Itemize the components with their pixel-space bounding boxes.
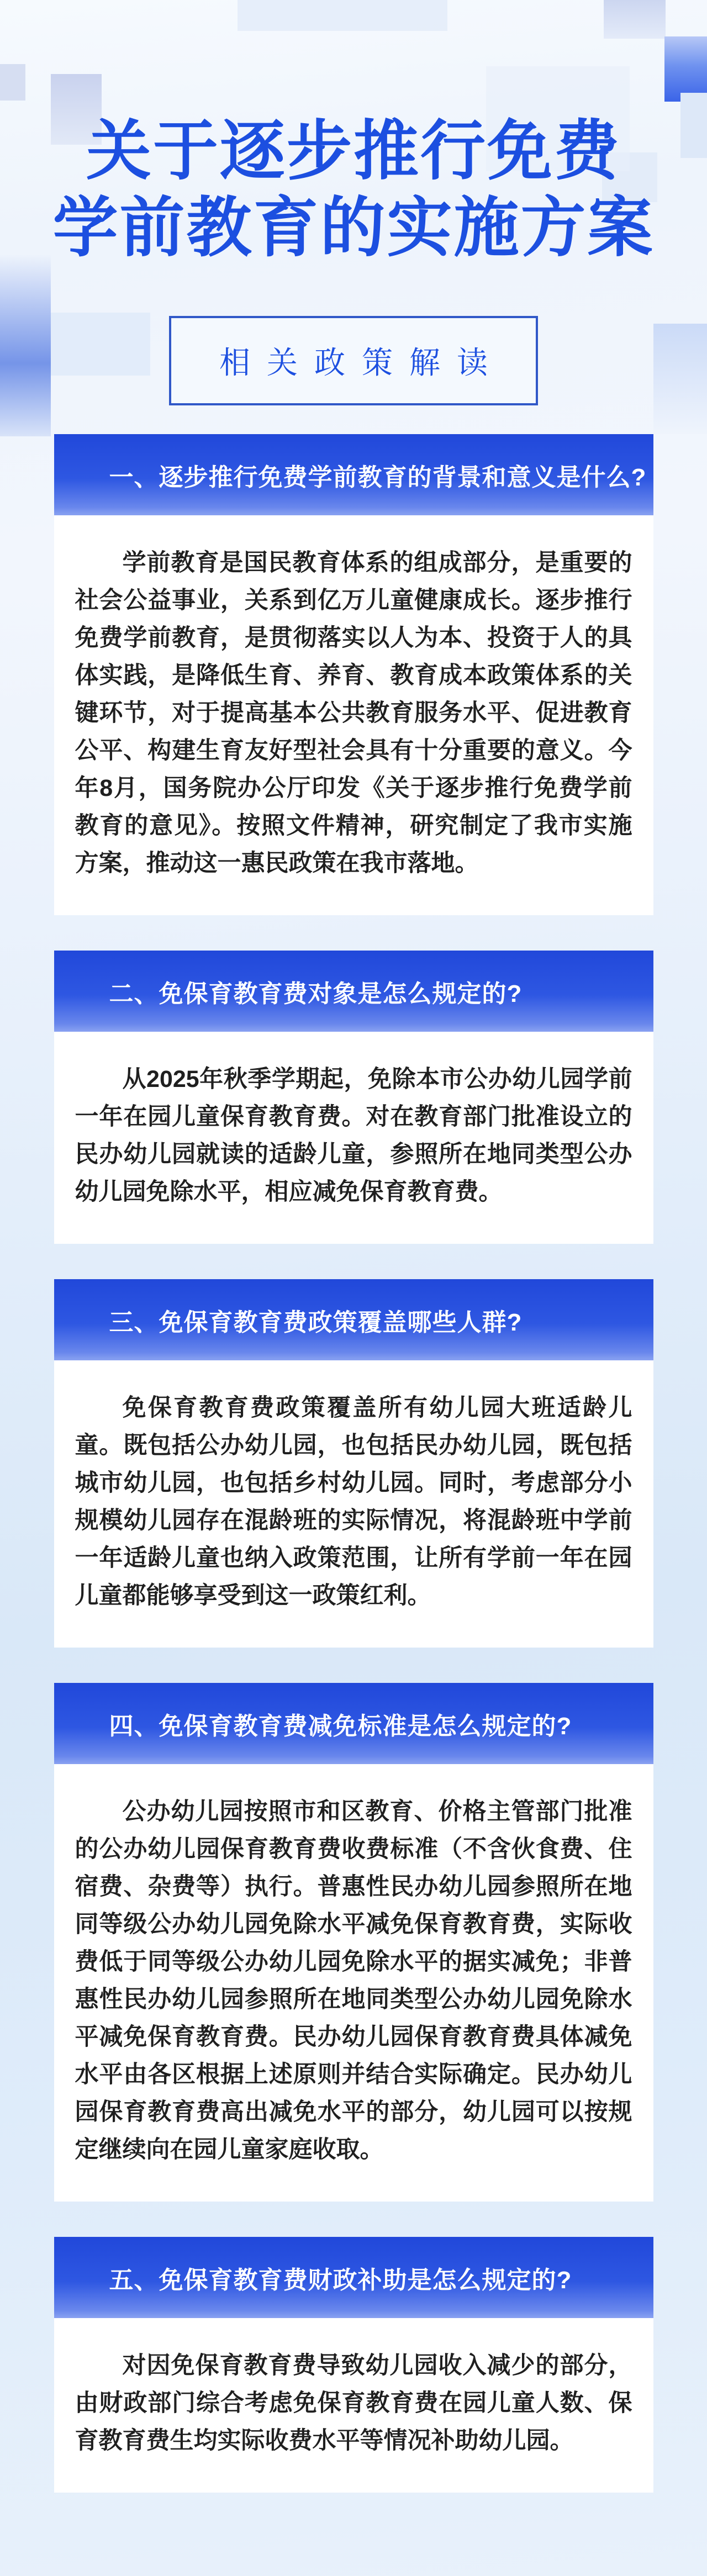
section-body-card (54, 2318, 653, 2493)
policy-section-4 (54, 1683, 653, 2202)
section-heading-bar (54, 2237, 653, 2318)
policy-section-3 (54, 1279, 653, 1648)
section-body-card (54, 515, 653, 915)
section-paragraph: 对因免保育教育费导致幼儿园收入减少的部分，由财政部门综合考虑免保育教育费在园儿童人数、保育教育费生均实际收费水平等情况补助幼儿园。 (75, 2352, 632, 2454)
section-heading: 一、逐步推行免费学前教育的背景和意义是什么? (109, 463, 647, 491)
section-body-card (54, 1764, 653, 2202)
section-heading: 五、免保育教育费财政补助是怎么规定的? (109, 2266, 572, 2294)
section-heading-bar (54, 1279, 653, 1360)
poster-title-line2: 学前教育的实施方案 (52, 192, 655, 265)
poster-title-line1: 关于逐步推行免费 (86, 115, 621, 188)
subtitle-badge (169, 316, 538, 405)
section-paragraph: 学前教育是国民教育体系的组成部分，是重要的社会公益事业，关系到亿万儿童健康成长。逐步推行免费学前教育，是贯彻落实以人为本、投资于人的具体实践，是降低生育、养育、教育成本政策体系的关键环节，对于提高基本公共教育服务水平、促进教育公平、构建生育友好型社会具有十分重要的意义。今年8月，国务院办公厅印发《关于逐步推行免费学前教育的意见》。按照文件精神，研究制定了我市实施方案，推动这一惠民政策在我市落地。 (75, 550, 632, 877)
section-paragraph: 公办幼儿园按照市和区教育、价格主管部门批准的公办幼儿园保育教育费收费标准（不含伙食费、住宿费、杂费等）执行。普惠性民办幼儿园参照所在地同等级公办幼儿园免除水平减免保育教育费，实际收费低于同等级公办幼儿园免除水平的据实减免；非普惠性民办幼儿园参照所在地同类型公办幼儿园免除水平减免保育教育费。民办幼儿园保育教育费具体减免水平由各区根据上述原则并结合实际确定。民办幼儿园保育教育费高出减免水平的部分，幼儿园可以按规定继续向在园儿童家庭收取。 (75, 1798, 632, 2163)
hero-header (0, 0, 707, 405)
section-body-card (54, 1360, 653, 1648)
poster-title (0, 113, 707, 267)
subtitle-badge-label: 相关政策解读 (219, 345, 504, 380)
section-heading-bar (54, 434, 653, 515)
section-body-card (54, 1032, 653, 1244)
section-heading: 四、免保育教育费减免标准是怎么规定的? (109, 1712, 572, 1740)
section-heading-bar (54, 951, 653, 1032)
section-paragraph: 从2025年秋季学期起，免除本市公办幼儿园学前一年在园儿童保育教育费。对在教育部门批准设立的民办幼儿园就读的适龄儿童，参照所在地同类型公办幼儿园免除水平，相应减免保育教育费。 (75, 1066, 632, 1205)
section-heading: 三、免保育教育费政策覆盖哪些人群? (109, 1308, 523, 1336)
section-heading: 二、免保育教育费对象是怎么规定的? (109, 980, 523, 1007)
section-list (54, 434, 653, 2493)
policy-section-5 (54, 2237, 653, 2493)
section-paragraph: 免保育教育费政策覆盖所有幼儿园大班适龄儿童。既包括公办幼儿园，也包括民办幼儿园，既包括城市幼儿园，也包括乡村幼儿园。同时，考虑部分小规模幼儿园存在混龄班的实际情况，将混龄班中学前一年适龄儿童也纳入政策范围，让所有学前一年在园儿童都能够享受到这一政策红利。 (75, 1395, 632, 1609)
policy-section-1 (54, 434, 653, 915)
section-heading-bar (54, 1683, 653, 1764)
policy-section-2 (54, 951, 653, 1244)
